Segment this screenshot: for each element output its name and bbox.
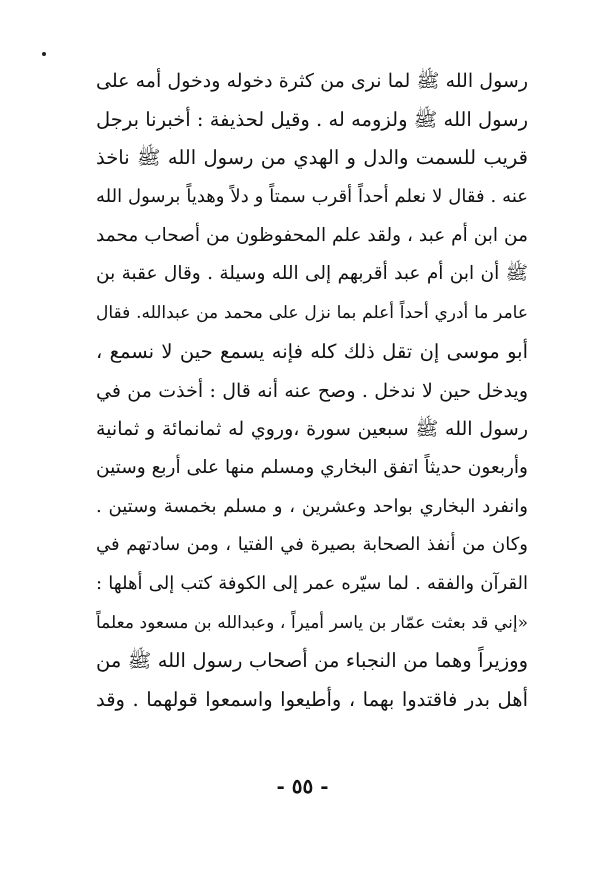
text-line: وأربعون حديثاً اتفق البخاري ومسلم منها على أربع وستين [96, 456, 528, 478]
text-line: قريب للسمت والدل و الهدي من رسول الله ﷺ ناخذ [96, 146, 528, 170]
text-line: رسول الله ﷺ لما نرى من كثرة دخوله ودخول أمه على [96, 70, 528, 92]
text-line: رسول الله ﷺ ولزومه له . وقيل لحذيفة : أخبرنا برجل [96, 107, 528, 131]
text-line: وكان من أنفذ الصحابة بصيرة في الفتيا ، ومن سادتهم في [96, 534, 528, 556]
print-speck [42, 52, 46, 56]
text-line: ووزيراً وهما من النجباء من أصحاب رسول الله ﷺ من [96, 649, 528, 673]
text-line: ﷺ أن ابن أم عبد أقربهم إلى الله وسيلة . وقال عقبة بن [96, 263, 528, 285]
text-line: رسول الله ﷺ سبعين سورة ،وروي له ثمانمائة و ثمانية [96, 418, 528, 441]
text-line: عامر ما أدري أحداً أعلم بما نزل على محمد من عبدالله. فقال [96, 303, 528, 324]
text-line: ويدخل حين لا ندخل . وصح عنه أنه قال : أخذت من في [96, 379, 528, 402]
text-line: القرآن والفقه . لما سيّره عمر إلى الكوفة كتب إلى أهلها : [96, 572, 528, 594]
text-line: أهل بدر فاقتدوا بهما ، وأطيعوا واسمعوا قولهما . وقد [96, 688, 528, 711]
page-number: - ٥٥ - [276, 774, 329, 798]
text-line: أبو موسى إن تقل ذلك كله فإنه يسمع حين لا نسمع ، [96, 339, 528, 363]
text-line: «إني قد بعثت عمّار بن ياسر أميراً ، وعبدالله بن مسعود معلماً [96, 612, 528, 633]
text-line: عنه . فقال لا نعلم أحداً أقرب سمتاً و دلاً وهدياً برسول الله [96, 186, 528, 208]
text-line: وانفرد البخاري بواحد وعشرين ، و مسلم بخمسة وستين . [96, 495, 528, 517]
body-text [96, 62, 528, 720]
text-line: من ابن أم عبد ، ولقد علم المحفوظون من أصحاب محمد [96, 224, 528, 246]
